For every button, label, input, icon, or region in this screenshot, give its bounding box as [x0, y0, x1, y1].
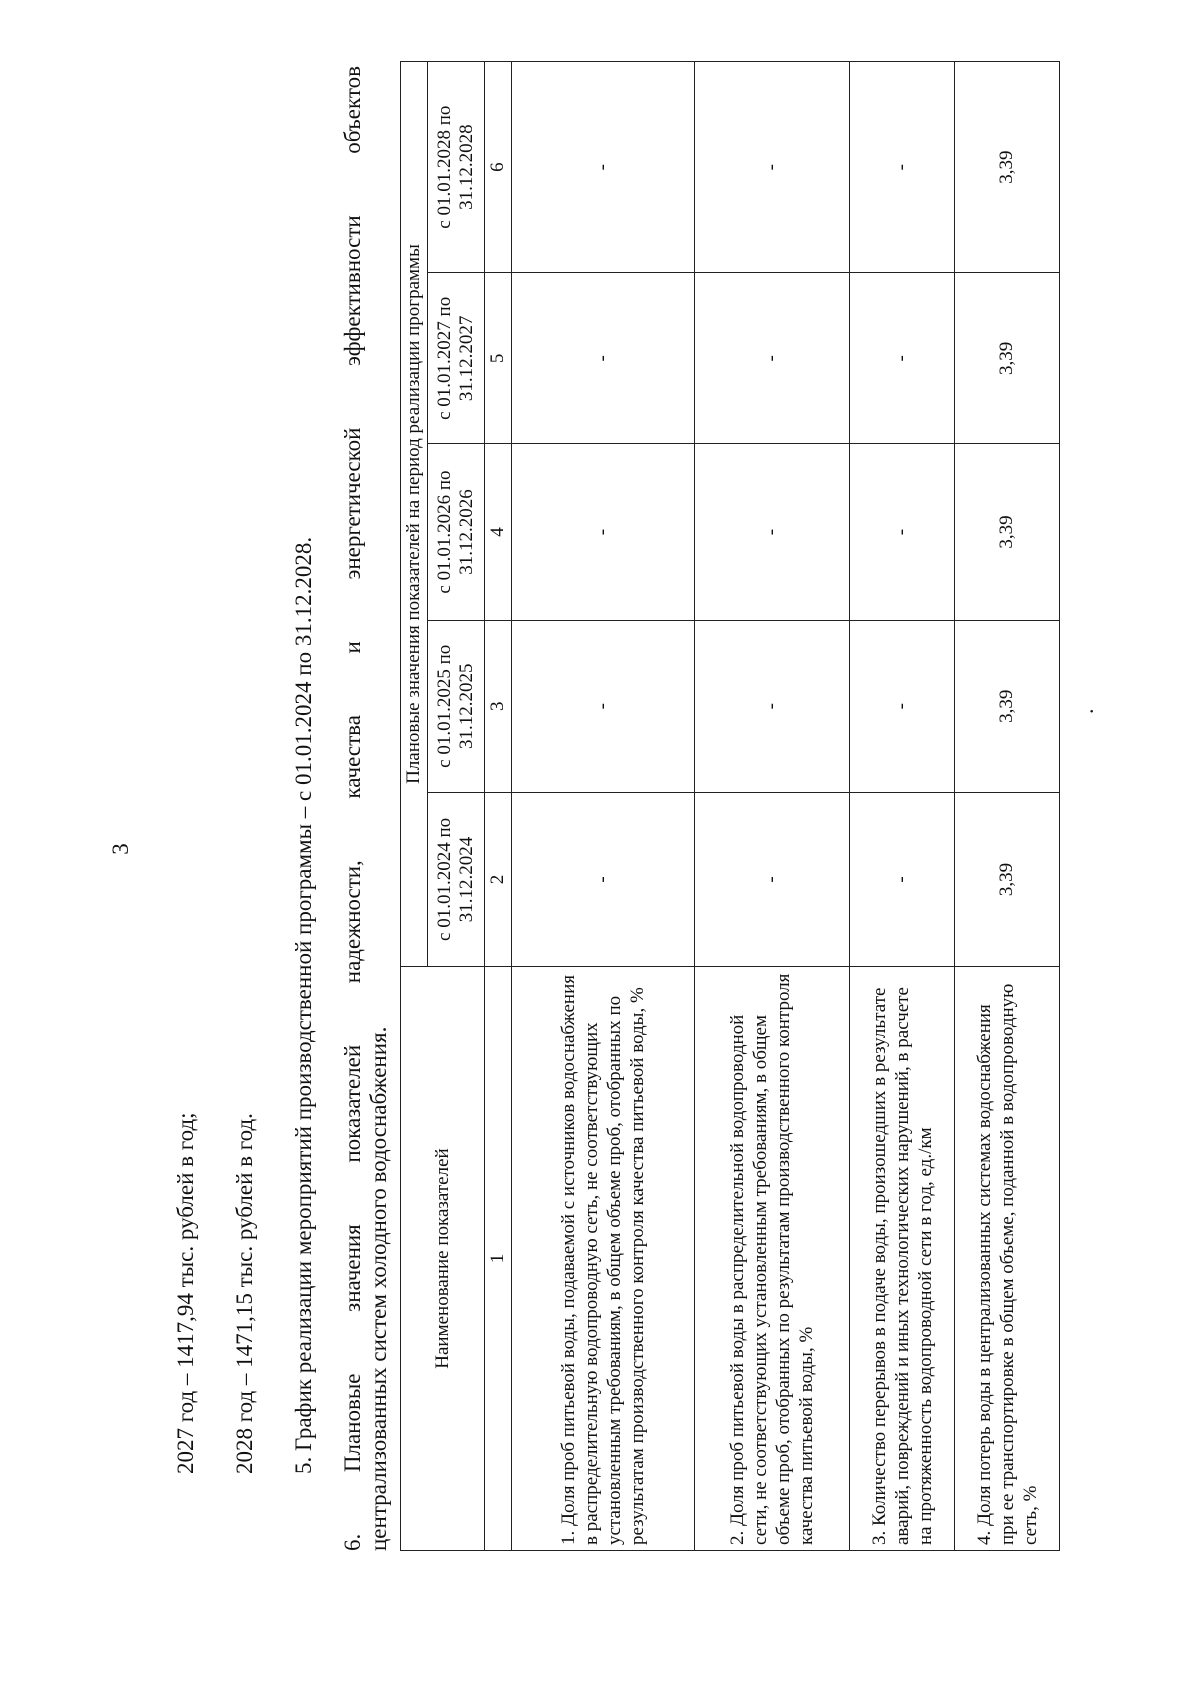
indicator-value: - [512, 444, 695, 620]
page-number: 3 [108, 843, 133, 855]
indicator-value: 3,39 [955, 273, 1060, 444]
indicator-value: - [695, 444, 850, 620]
column-number: 2 [485, 792, 512, 966]
table-row [955, 62, 1060, 1551]
indicator-name: 2. Доля проб питьевой воды в распределительной водопроводной сети, не соответствующих установленным требованиям, в общем объеме проб, отобранных по результатам производственного контроля качества питьевой воды, % [695, 967, 850, 1551]
section-6-heading-line1: 6. Плановые значения показателей надежности, качества и энергетической эффективности объектов [340, 66, 365, 1551]
indicator-name: 3. Количество перерывов в подаче воды, произошедших в результате аварий, повреждений и иных технологических нарушений, в расчете на протяженность водопроводной сети в год, ед./км [850, 967, 955, 1551]
indicator-value: - [850, 444, 955, 620]
period-header: с 01.01.2027 по 31.12.2027 [428, 273, 485, 444]
period-header: с 01.01.2026 по 31.12.2026 [428, 444, 485, 620]
section-6-heading [340, 66, 392, 1551]
indicator-value: 3,39 [955, 792, 1060, 966]
planned-values-header: Плановые значения показателей на период реализации программы [401, 62, 428, 967]
indicator-value: - [850, 273, 955, 444]
column-number: 4 [485, 444, 512, 620]
indicator-name-header: Наименование показателей [401, 967, 485, 1551]
indicator-value: - [695, 620, 850, 792]
table-row [512, 62, 695, 1551]
table-row [695, 62, 850, 1551]
indicator-name: 1. Доля проб питьевой воды, подаваемой с источников водоснабжения в распределительную водопроводную сеть, не соответствующих установленным требованиям, в общем объеме проб, отобранных по результатам производственного контроля качества питьевой воды, % [512, 967, 695, 1551]
indicator-value: - [695, 792, 850, 966]
period-header: с 01.01.2028 по 31.12.2028 [428, 62, 485, 273]
indicator-value: - [850, 620, 955, 792]
indicator-value: 3,39 [955, 620, 1060, 792]
indicator-value: - [512, 62, 695, 273]
stray-mark: . [1073, 708, 1098, 714]
column-number: 1 [485, 967, 512, 1551]
indicator-value: - [512, 792, 695, 966]
indicator-value: - [695, 273, 850, 444]
column-number: 6 [485, 62, 512, 273]
budget-line-2027: 2027 год – 1417,94 тыс. рублей в год; [173, 1112, 198, 1474]
column-number: 3 [485, 620, 512, 792]
column-number: 5 [485, 273, 512, 444]
indicator-value: - [512, 620, 695, 792]
indicators-table [400, 61, 1060, 1551]
indicator-value: - [850, 62, 955, 273]
section-6-heading-line2: централизованных систем холодного водоснабжения. [366, 1026, 391, 1551]
indicator-value: 3,39 [955, 62, 1060, 273]
indicator-value: - [850, 792, 955, 966]
indicator-value: 3,39 [955, 444, 1060, 620]
period-header: с 01.01.2025 по 31.12.2025 [428, 620, 485, 792]
section-5-schedule: 5. График реализации мероприятий производственной программы – с 01.01.2024 по 31.12.2028. [291, 536, 316, 1474]
period-header: с 01.01.2024 по 31.12.2024 [428, 792, 485, 966]
indicator-value: - [512, 273, 695, 444]
indicators-table-container [400, 61, 1060, 1551]
budget-line-2028: 2028 год – 1471,15 тыс. рублей в год. [232, 1113, 257, 1474]
indicator-name: 4. Доля потерь воды в централизованных системах водоснабжения при ее транспортировке в общем объеме, поданной в водопроводную сеть, % [955, 967, 1060, 1551]
table-row [850, 62, 955, 1551]
indicator-value: - [695, 62, 850, 273]
